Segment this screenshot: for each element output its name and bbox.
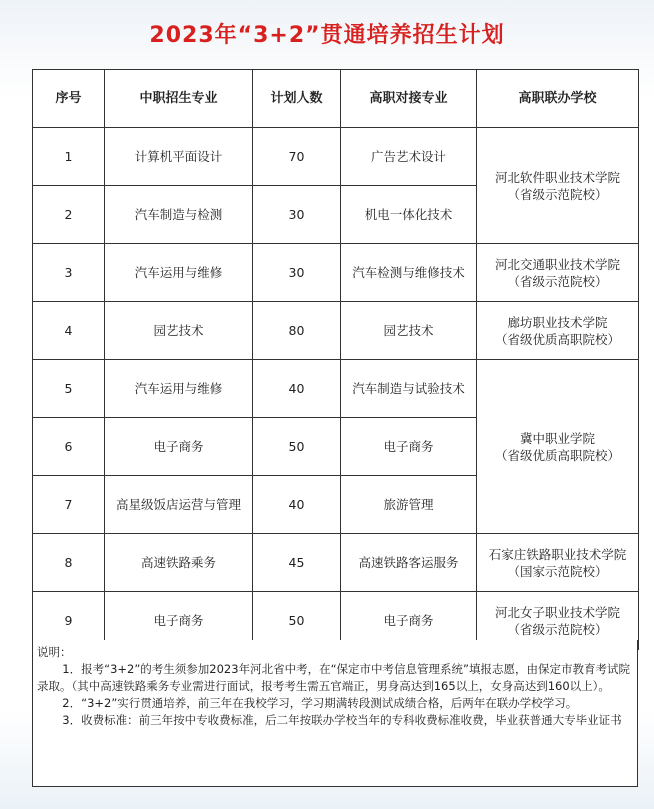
- row-target-major: 电子商务: [341, 418, 477, 476]
- partner-school-cell: [477, 360, 639, 534]
- row-major: 汽车制造与检测: [105, 186, 253, 244]
- school-name: 石家庄铁路职业技术学院: [488, 546, 627, 562]
- row-number: 5: [33, 360, 105, 418]
- row-count: 70: [253, 128, 341, 186]
- school-level: （国家示范院校）: [507, 563, 608, 579]
- row-target-major: 汽车制造与试验技术: [341, 360, 477, 418]
- row-target-major: 机电一体化技术: [341, 186, 477, 244]
- row-target-major: 高速铁路客运服务: [341, 534, 477, 592]
- row-target-major: 旅游管理: [341, 476, 477, 534]
- table-row: [33, 360, 639, 418]
- header-number: 序号: [33, 70, 105, 128]
- header-count: 计划人数: [253, 70, 341, 128]
- row-number: 2: [33, 186, 105, 244]
- header-partner-school: 高职联办学校: [477, 70, 639, 128]
- school-level: （省级示范院校）: [507, 186, 608, 202]
- row-number: 9: [33, 592, 105, 650]
- row-major: 汽车运用与维修: [105, 360, 253, 418]
- notes-section: [32, 640, 638, 787]
- partner-school-cell: [477, 128, 639, 244]
- row-count: 40: [253, 360, 341, 418]
- school-level: （省级示范院校）: [507, 273, 608, 289]
- note-item: 3．收费标准：前三年按中专收费标准，后二年按联办学校当年的专科收费标准收费，毕业获普通大专毕业证书: [62, 713, 622, 727]
- row-target-major: 汽车检测与维修技术: [341, 244, 477, 302]
- row-target-major: 园艺技术: [341, 302, 477, 360]
- row-number: 7: [33, 476, 105, 534]
- school-level: （省级优质高职院校）: [494, 447, 620, 463]
- school-name: 河北软件职业技术学院: [494, 169, 620, 185]
- row-number: 8: [33, 534, 105, 592]
- row-target-major: 广告艺术设计: [341, 128, 477, 186]
- table-row: [33, 244, 639, 302]
- table-row: [33, 128, 639, 186]
- row-count: 30: [253, 244, 341, 302]
- table-row: [33, 534, 639, 592]
- row-count: 50: [253, 418, 341, 476]
- row-major: 园艺技术: [105, 302, 253, 360]
- enrollment-plan-table: [32, 69, 639, 650]
- table-row: [33, 302, 639, 360]
- row-count: 50: [253, 592, 341, 650]
- school-name: 河北女子职业技术学院: [494, 604, 620, 620]
- header-target-major: 高职对接专业: [341, 70, 477, 128]
- row-target-major: 电子商务: [341, 592, 477, 650]
- school-level: （省级示范院校）: [507, 621, 608, 637]
- note-item: 1．报考“3+2”的考生须参加2023年河北省中考，在“保定市中考信息管理系统”填报志愿，由保定市教育考试院录取。（其中高速铁路乘务专业需进行面试，报考考生需五官端正，男身高达到165以上，女身高达到160以上）。: [37, 662, 630, 693]
- row-major: 汽车运用与维修: [105, 244, 253, 302]
- row-count: 45: [253, 534, 341, 592]
- partner-school-cell: [477, 302, 639, 360]
- row-number: 3: [33, 244, 105, 302]
- school-name: 廊坊职业技术学院: [507, 314, 608, 330]
- notes-heading: 说明：: [37, 645, 72, 659]
- school-name: 河北交通职业技术学院: [494, 256, 620, 272]
- row-major: 电子商务: [105, 418, 253, 476]
- row-count: 80: [253, 302, 341, 360]
- row-number: 1: [33, 128, 105, 186]
- partner-school-cell: [477, 534, 639, 592]
- note-item: 2．“3+2”实行贯通培养，前三年在我校学习，学习期满转段测试成绩合格，后两年在联办学校学习。: [62, 696, 578, 710]
- school-level: （省级优质高职院校）: [494, 331, 620, 347]
- row-count: 30: [253, 186, 341, 244]
- row-number: 6: [33, 418, 105, 476]
- row-number: 4: [33, 302, 105, 360]
- row-major: 高速铁路乘务: [105, 534, 253, 592]
- table-header-row: [33, 70, 639, 128]
- page-title: 2023年“3+2”贯通培养招生计划: [149, 23, 505, 48]
- row-count: 40: [253, 476, 341, 534]
- row-major: 电子商务: [105, 592, 253, 650]
- partner-school-cell: [477, 244, 639, 302]
- school-name: 冀中职业学院: [519, 430, 595, 446]
- header-major: 中职招生专业: [105, 70, 253, 128]
- row-major: 计算机平面设计: [105, 128, 253, 186]
- row-major: 高星级饭店运营与管理: [105, 476, 253, 534]
